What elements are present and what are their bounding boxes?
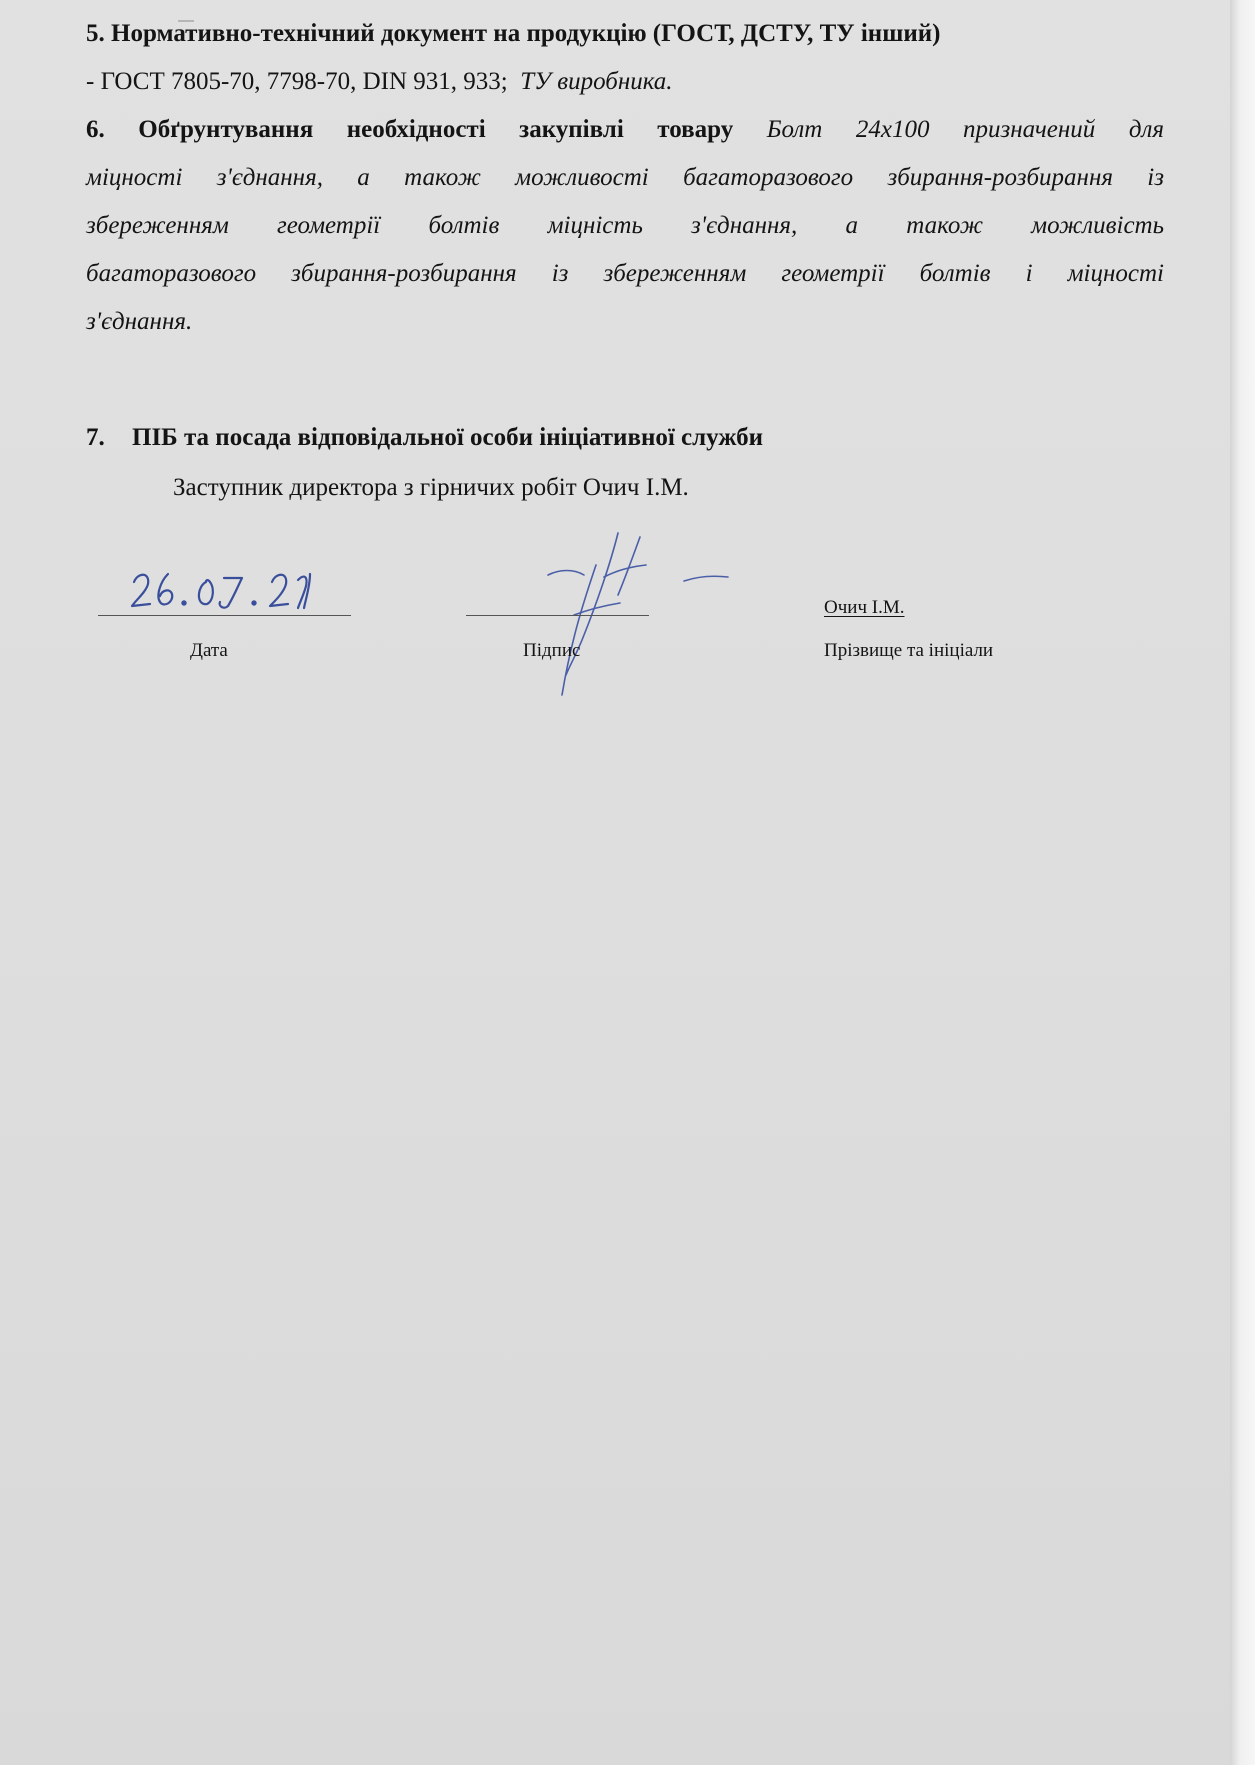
handwritten-date: [120, 560, 340, 620]
section-6-line-1: [86, 106, 1164, 154]
section-5-value: [86, 58, 1164, 106]
section-6-text-5: з'єднання.: [86, 308, 193, 335]
section-6: [86, 106, 1164, 346]
date-caption: Дата: [190, 640, 228, 661]
section-6-text-3: збереженням геометрії болтів міцність з'єднання, а також можливість: [86, 212, 1164, 239]
section-6-heading: 6. Обґрунтування необхідності закупівлі товару: [86, 116, 734, 143]
section-6-line-5: [86, 298, 1164, 346]
section-7: [86, 414, 1164, 462]
date-line: [98, 615, 351, 616]
signature-line: [466, 615, 649, 616]
section-6-line-3: [86, 202, 1164, 250]
section-6-text-2: міцності з'єднання, а також можливості багаторазового збирання-розбирання із: [86, 164, 1164, 191]
section-7-heading: [86, 414, 1164, 462]
section-6-text-1: Болт 24х100 призначений для: [766, 116, 1164, 143]
section-5-manufacturer-spec: ТУ виробника.: [520, 68, 673, 95]
section-7-number: 7.: [86, 424, 105, 451]
name-caption: Прізвище та ініціали: [824, 640, 994, 661]
name-value: Очич І.М.: [824, 597, 905, 618]
section-6-line-4: [86, 250, 1164, 298]
section-6-text-4: багаторазового збирання-розбирання із збереженням геометрії болтів і міцності: [86, 260, 1164, 287]
section-5-heading: 5. Нормативно-технічний документ на продукцію (ГОСТ, ДСТУ, ТУ інший): [86, 20, 941, 47]
signature-caption: Підпис: [523, 640, 581, 661]
scan-edge-shadow: [1230, 0, 1255, 1765]
section-5-standards: - ГОСТ 7805-70, 7798-70, DIN 931, 933;: [86, 68, 508, 95]
section-5: [86, 10, 1164, 106]
responsible-person: Заступник директора з гірничих робіт Очич І.М.: [173, 474, 689, 501]
section-7-title: ПІБ та посада відповідальної особи ініціативної служби: [132, 424, 764, 451]
section-6-line-2: [86, 154, 1164, 202]
